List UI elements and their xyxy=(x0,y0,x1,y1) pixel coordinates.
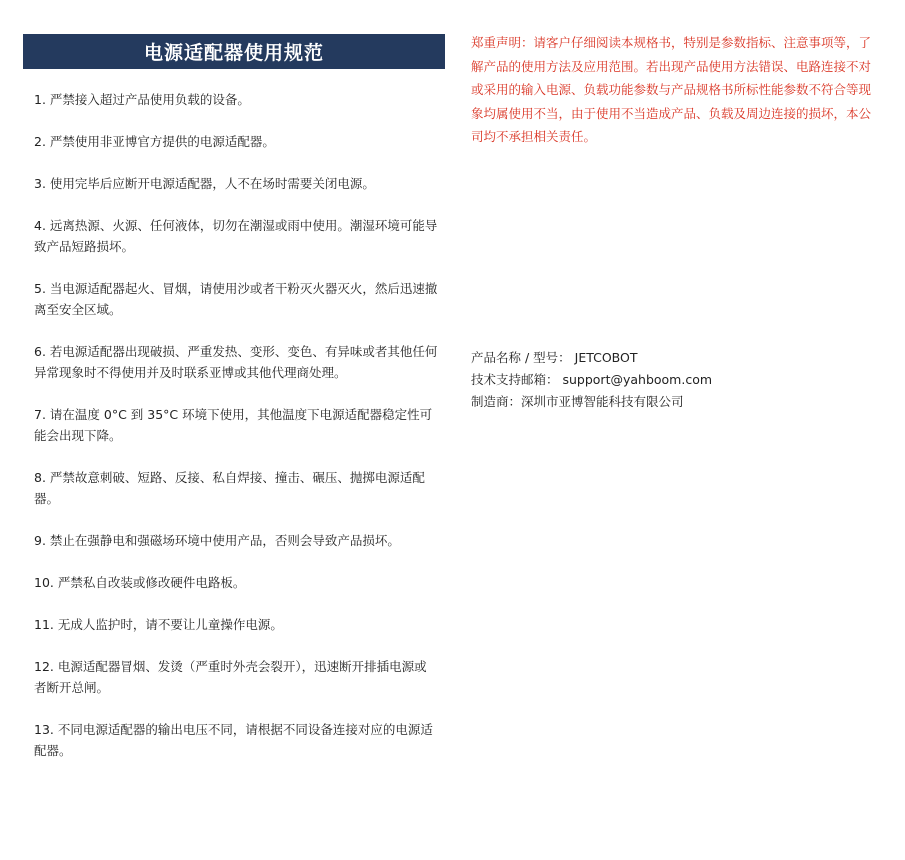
rule-item-1: 1. 严禁接入超过产品使用负载的设备。 xyxy=(34,92,250,107)
rule-item-10: 10. 严禁私自改装或修改硬件电路板。 xyxy=(34,575,246,590)
manufacturer: 制造商：深圳市亚博智能科技有限公司 xyxy=(471,394,684,409)
support-email: 技术支持邮箱： support@yahboom.com xyxy=(471,372,713,387)
page-title: 电源适配器使用规范 xyxy=(143,42,324,64)
rule-item-3: 3. 使用完毕后应断开电源适配器，人不在场时需要关闭电源。 xyxy=(34,176,375,191)
product-info-block xyxy=(471,347,876,413)
page-title-bar xyxy=(23,34,445,69)
rule-item-9: 9. 禁止在强静电和强磁场环境中使用产品，否则会导致产品损坏。 xyxy=(34,533,400,548)
rule-item-12: 12. 电源适配器冒烟、发烫（严重时外壳会裂开），迅速断开排插电源或者断开总闸。 xyxy=(34,659,427,695)
usage-rules-list xyxy=(34,89,439,782)
rule-item-7: 7. 请在温度 0°C 到 35°C 环境下使用，其他温度下电源适配器稳定性可能会出现下降。 xyxy=(34,407,433,443)
rule-item-5: 5. 当电源适配器起火、冒烟，请使用沙或者干粉灭火器灭火，然后迅速撤离至安全区域。 xyxy=(34,281,438,317)
rule-item-6: 6. 若电源适配器出现破损、严重发热、变形、变色、有异味或者其他任何异常现象时不得使用并及时联系亚博或其他代理商处理。 xyxy=(34,344,438,380)
product-model: 产品名称 / 型号： JETCOBOT xyxy=(471,350,638,365)
rule-item-4: 4. 远离热源、火源、任何液体，切勿在潮湿或雨中使用。潮湿环境可能导致产品短路损坏。 xyxy=(34,218,438,254)
disclaimer-notice: 郑重声明：请客户仔细阅读本规格书，特别是参数指标、注意事项等，了解产品的使用方法及应用范围。若出现产品使用方法错误、电路连接不对或采用的输入电源、负载功能参数与产品规格书所标性能参数不符合等现象均属使用不当，由于使用不当造成产品、负载及周边连接的损坏，本公司均不承担相关责任。 xyxy=(471,35,872,144)
rule-item-2: 2. 严禁使用非亚博官方提供的电源适配器。 xyxy=(34,134,275,149)
rule-item-13: 13. 不同电源适配器的输出电压不同，请根据不同设备连接对应的电源适配器。 xyxy=(34,722,433,758)
rule-item-8: 8. 严禁故意刺破、短路、反接、私自焊接、撞击、碾压、抛掷电源适配器。 xyxy=(34,470,425,506)
rule-item-11: 11. 无成人监护时，请不要让儿童操作电源。 xyxy=(34,617,283,632)
